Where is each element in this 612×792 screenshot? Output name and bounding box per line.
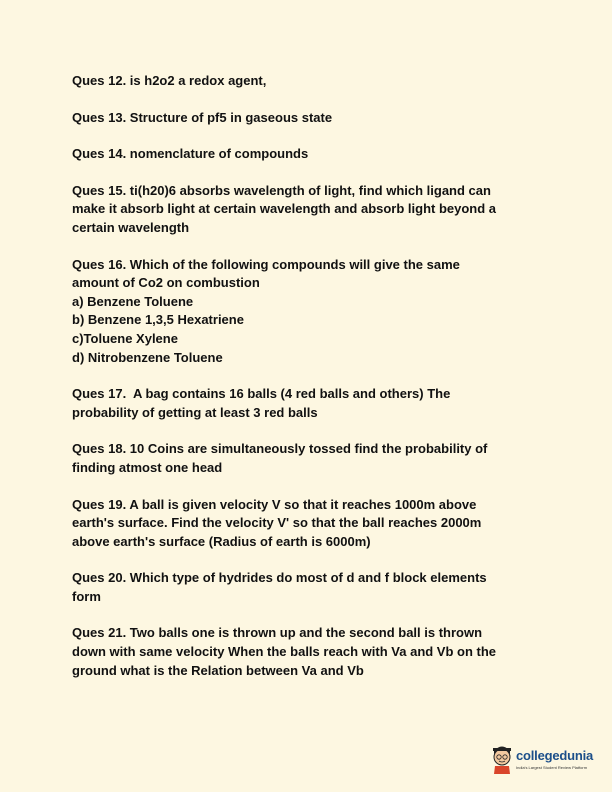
question-line: Ques 20. Which type of hydrides do most of d and f block elements bbox=[72, 570, 487, 586]
question-line: Ques 12. is h2o2 a redox agent, bbox=[72, 73, 267, 88]
document-body bbox=[72, 72, 552, 698]
question-line: earth's surface. Find the velocity V' so that the ball reaches 2000m bbox=[72, 515, 482, 531]
question-line: above earth's surface (Radius of earth is 6000m) bbox=[72, 533, 371, 549]
question-line: form bbox=[72, 588, 101, 604]
mascot-icon bbox=[490, 744, 514, 776]
question-line: ground what is the Relation between Va and Vb bbox=[72, 662, 364, 678]
logo-wordmark: collegedunia bbox=[516, 748, 594, 763]
question-12 bbox=[72, 72, 552, 91]
question-line: Ques 14. nomenclature of compounds bbox=[72, 146, 309, 162]
option-b: b) Benzene 1,3,5 Hexatriene bbox=[72, 312, 244, 328]
question-line: Ques 21. Two balls one is thrown up and the second ball is thrown bbox=[72, 625, 483, 641]
question-line: Ques 19. A ball is given velocity V so that it reaches 1000m above bbox=[72, 496, 477, 512]
question-20 bbox=[72, 569, 552, 606]
option-a: a) Benzene Toluene bbox=[72, 293, 194, 309]
question-18 bbox=[72, 440, 552, 477]
question-line: Ques 15. ti(h20)6 absorbs wavelength of light, find which ligand can bbox=[72, 182, 491, 198]
question-line: certain wavelength bbox=[72, 219, 190, 235]
question-line: down with same velocity When the balls reach with Va and Vb on the bbox=[72, 644, 497, 660]
option-d: d) Nitrobenzene Toluene bbox=[72, 349, 223, 365]
logo-tagline: India's Largest Student Review Platform bbox=[516, 765, 588, 770]
question-19 bbox=[72, 496, 552, 552]
collegedunia-logo bbox=[490, 744, 606, 780]
question-line: Ques 17. A bag contains 16 balls (4 red balls and others) The bbox=[72, 386, 451, 402]
question-line: Ques 18. 10 Coins are simultaneously tossed find the probability of bbox=[72, 441, 488, 457]
question-17 bbox=[72, 385, 552, 422]
question-line: Ques 16. Which of the following compounds will give the same bbox=[72, 256, 460, 272]
question-14 bbox=[72, 145, 552, 164]
question-line: probability of getting at least 3 red balls bbox=[72, 404, 318, 420]
question-line: finding atmost one head bbox=[72, 459, 223, 475]
question-line: make it absorb light at certain wavelength and absorb light beyond a bbox=[72, 201, 497, 217]
question-16 bbox=[72, 256, 552, 368]
question-line: amount of Co2 on combustion bbox=[72, 275, 260, 291]
question-15 bbox=[72, 182, 552, 238]
question-13 bbox=[72, 109, 552, 128]
question-21 bbox=[72, 624, 552, 680]
question-line: Ques 13. Structure of pf5 in gaseous state bbox=[72, 109, 333, 125]
option-c: c)Toluene Xylene bbox=[72, 330, 178, 346]
